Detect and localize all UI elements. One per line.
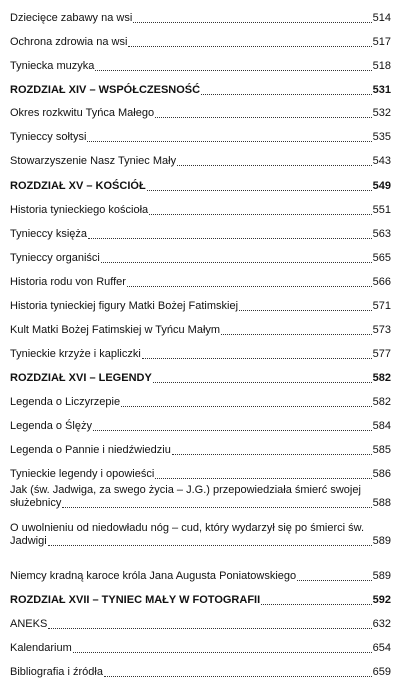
toc-entry-title: Stowarzyszenie Nasz Tyniec Mały [10, 155, 177, 167]
toc-entry-page-number: 589 [372, 570, 391, 582]
toc-entry [10, 484, 391, 510]
toc-entry-page-number: 514 [372, 12, 391, 24]
toc-entry [10, 36, 391, 49]
toc-entry [10, 666, 391, 679]
toc-entry-title: ROZDZIAŁ XVII – TYNIEC MAŁY W FOTOGRAFII [10, 594, 261, 606]
toc-entry-page-number: 517 [372, 36, 391, 48]
toc-chapter-heading [10, 372, 391, 385]
toc-entry-row [10, 642, 391, 655]
toc-entry-title: Historia tynieckiego kościoła [10, 204, 149, 216]
toc-entry-row [10, 12, 391, 25]
toc-entry-row [10, 204, 391, 217]
toc-entry [10, 60, 391, 73]
toc-entry-page-number: 592 [372, 594, 391, 606]
toc-entry [10, 642, 391, 655]
toc-entry-page-number: 566 [372, 276, 391, 288]
toc-chapter-heading [10, 180, 391, 193]
toc-entry-row [10, 396, 391, 409]
toc-entry-title: Jadwigi [10, 535, 47, 547]
dot-leader [62, 506, 371, 508]
toc-entry-row [10, 276, 391, 289]
toc-entry-title: Tynieccy księża [10, 228, 88, 240]
dot-leader [48, 544, 372, 546]
toc-entry-page-number: 582 [372, 372, 391, 384]
toc-entry-title: Tynieccy sołtysi [10, 131, 87, 143]
toc-entry-page-number: 654 [372, 642, 391, 654]
dot-leader [149, 213, 371, 215]
toc-entry-row [10, 444, 391, 457]
toc-entry-page-number: 577 [372, 348, 391, 360]
toc-entry-row [10, 372, 391, 385]
dot-leader [153, 381, 372, 383]
toc-entry-title: Bibliografia i źródła [10, 666, 103, 678]
dot-leader [121, 405, 372, 407]
toc-entry [10, 252, 391, 265]
toc-entry-title-line: Jak (św. Jadwiga, za swego życia – J.G.) przepowiedziała śmierć swojej [10, 484, 361, 496]
toc-entry-page-number: 589 [372, 535, 391, 547]
toc-entry [10, 420, 391, 433]
toc-entry-title: Tyniecka muzyka [10, 60, 95, 72]
toc-entry-title: Dziecięce zabawy na wsi [10, 12, 133, 24]
toc-entry-title: Legenda o Ślęży [10, 420, 92, 432]
toc-entry [10, 618, 391, 631]
toc-entry-page-number: 543 [372, 155, 391, 167]
dot-leader [142, 357, 372, 359]
toc-chapter-heading [10, 594, 391, 607]
toc-entry-row [10, 666, 391, 679]
toc-entry-title: Tynieccy organiści [10, 252, 100, 264]
toc-entry-title: Kalendarium [10, 642, 72, 654]
toc-entry-page-number: 565 [372, 252, 391, 264]
toc-entry-page-number: 584 [372, 420, 391, 432]
toc-entry-title: ROZDZIAŁ XV – KOŚCIÓŁ [10, 180, 146, 192]
toc-entry-page-number: 585 [372, 444, 391, 456]
toc-entry-title: Legenda o Pannie i niedźwiedziu [10, 444, 171, 456]
toc-entry [10, 468, 391, 481]
toc-entry-row [10, 107, 391, 120]
dot-leader [261, 603, 371, 605]
toc-entry-title: Niemcy kradną karoce króla Jana Augusta Poniatowskiego [10, 570, 297, 582]
toc-entry [10, 131, 391, 144]
toc-entry-page-number: 518 [372, 60, 391, 72]
toc-entry-page-number: 563 [372, 228, 391, 240]
dot-leader [172, 453, 372, 455]
toc-entry [10, 228, 391, 241]
toc-entry [10, 276, 391, 289]
toc-entry-page-number: 582 [372, 396, 391, 408]
toc-entry-row [10, 535, 391, 548]
toc-entry-row [10, 228, 391, 241]
toc-entry-row [10, 84, 391, 97]
toc-entry-page-number: 632 [372, 618, 391, 630]
dot-leader [201, 93, 372, 95]
toc-entry-title: Okres rozkwitu Tyńca Małego [10, 107, 155, 119]
toc-entry-page-number: 531 [372, 84, 391, 96]
toc-entry [10, 12, 391, 25]
toc-entry [10, 444, 391, 457]
toc-entry [10, 396, 391, 409]
dot-leader [155, 477, 371, 479]
toc-entry-row [10, 300, 391, 313]
dot-leader [133, 21, 371, 23]
toc-entry-title: Tynieckie krzyże i kapliczki [10, 348, 141, 360]
toc-entry [10, 348, 391, 361]
toc-entry [10, 107, 391, 120]
dot-leader [93, 429, 372, 431]
toc-entry-page-number: 532 [372, 107, 391, 119]
toc-entry-page-number: 588 [372, 497, 391, 509]
toc-entry [10, 204, 391, 217]
toc-entry-title: Legenda o Liczyrzepie [10, 396, 121, 408]
toc-entry-row [10, 618, 391, 631]
toc-entry-page-number: 571 [372, 300, 391, 312]
toc-entry [10, 155, 391, 168]
toc-entry-title: ROZDZIAŁ XIV – WSPÓŁCZESNOŚĆ [10, 84, 201, 96]
toc-entry-row [10, 324, 391, 337]
toc-entry-page-number: 586 [372, 468, 391, 480]
dot-leader [73, 651, 372, 653]
dot-leader [48, 627, 371, 629]
dot-leader [147, 189, 372, 191]
dot-leader [104, 675, 372, 677]
dot-leader [221, 333, 372, 335]
dot-leader [95, 69, 371, 71]
toc-entry [10, 324, 391, 337]
toc-entry-page-number: 573 [372, 324, 391, 336]
dot-leader [297, 579, 371, 581]
dot-leader [87, 140, 371, 142]
dot-leader [88, 237, 372, 239]
toc-entry-row [10, 131, 391, 144]
toc-entry-page-number: 551 [372, 204, 391, 216]
toc-entry-title: służebnicy [10, 497, 62, 509]
toc-entry-row [10, 594, 391, 607]
toc-entry-row [10, 180, 391, 193]
toc-entry-row [10, 497, 391, 510]
dot-leader [177, 164, 372, 166]
dot-leader [127, 285, 372, 287]
toc-entry-row [10, 36, 391, 49]
toc-entry-title: Kult Matki Bożej Fatimskiej w Tyńcu Małym [10, 324, 221, 336]
toc-entry-row [10, 468, 391, 481]
toc-entry-row [10, 60, 391, 73]
toc-entry [10, 300, 391, 313]
toc-entry-row [10, 420, 391, 433]
dot-leader [239, 309, 372, 311]
toc-entry-title: Ochrona zdrowia na wsi [10, 36, 128, 48]
toc-entry-page-number: 549 [372, 180, 391, 192]
toc-entry [10, 522, 391, 548]
dot-leader [128, 45, 371, 47]
toc-entry-title: Historia tynieckiej figury Matki Bożej Fatimskiej [10, 300, 239, 312]
toc-entry-page-number: 659 [372, 666, 391, 678]
toc-entry-title: ROZDZIAŁ XVI – LEGENDY [10, 372, 152, 384]
toc-entry-title: Historia rodu von Ruffer [10, 276, 126, 288]
toc-entry-title-line: O uwolnieniu od niedowładu nóg – cud, który wydarzył się po śmierci św. [10, 522, 365, 534]
toc-entry-row [10, 570, 391, 583]
dot-leader [101, 261, 372, 263]
toc-entry-row [10, 252, 391, 265]
toc-entry-row [10, 155, 391, 168]
toc-entry-row [10, 348, 391, 361]
dot-leader [155, 116, 372, 118]
toc-entry-title: ANEKS [10, 618, 48, 630]
toc-entry [10, 570, 391, 583]
toc-entry-page-number: 535 [372, 131, 391, 143]
toc-chapter-heading [10, 84, 391, 97]
toc-entry-title: Tynieckie legendy i opowieści [10, 468, 155, 480]
